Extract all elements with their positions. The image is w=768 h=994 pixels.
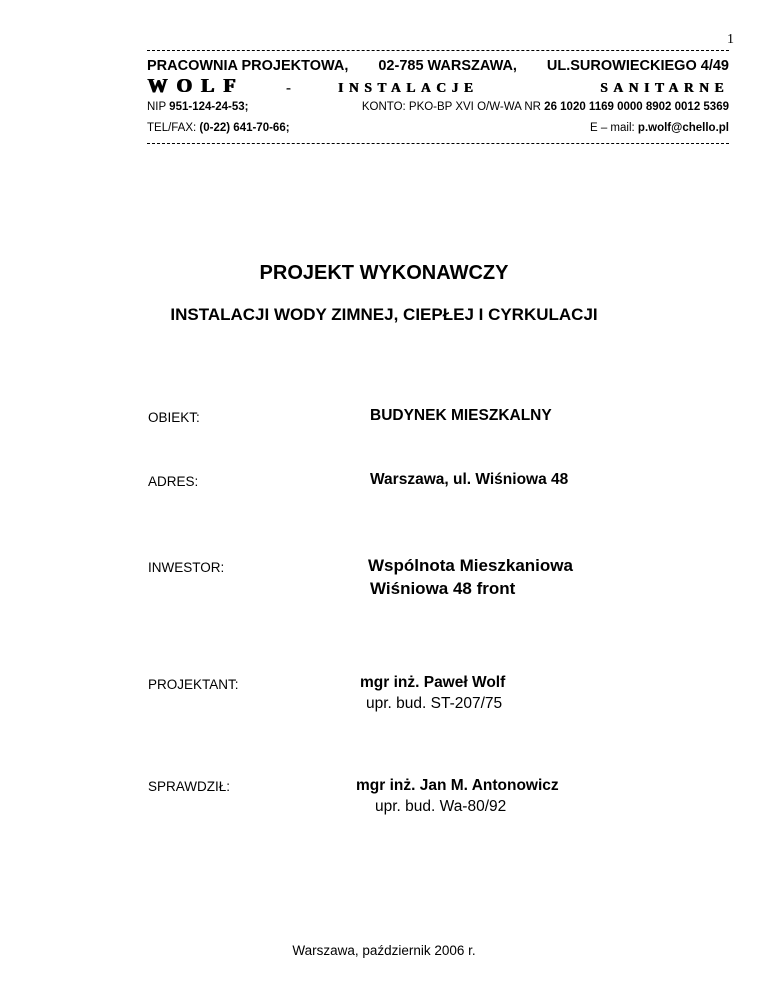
office-name: PRACOWNIA PROJEKTOWA, xyxy=(147,58,349,74)
letterhead-address-line xyxy=(147,58,729,74)
nip-label: NIP xyxy=(147,101,166,113)
letterhead-contact-line xyxy=(147,122,729,134)
header-top-divider xyxy=(147,50,729,51)
nip-value: 951-124-24-53; xyxy=(169,101,249,113)
tel-info xyxy=(147,122,290,134)
office-city: 02-785 WARSZAWA, xyxy=(378,58,517,74)
office-street: UL.SUROWIECKIEGO 4/49 xyxy=(546,58,729,74)
object-value: BUDYNEK MIESZKALNY xyxy=(370,407,552,424)
checker-name: mgr inż. Jan M. Antonowicz xyxy=(356,777,559,794)
email-value: p.wolf@chello.pl xyxy=(637,122,729,134)
designer-label: PROJEKTANT: xyxy=(148,677,239,692)
account-info xyxy=(362,101,729,113)
investor-name: Wspólnota Mieszkaniowa xyxy=(368,556,573,575)
checker-label: SPRAWDZIŁ: xyxy=(148,779,231,794)
designer-license: upr. bud. ST-207/75 xyxy=(366,695,503,712)
brand-sanitarne: SANITARNE xyxy=(600,80,729,95)
email-label: E – mail: xyxy=(589,122,635,134)
tel-label: TEL/FAX: xyxy=(147,122,197,134)
header-bottom-divider xyxy=(147,143,729,144)
checker-license: upr. bud. Wa-80/92 xyxy=(375,798,507,815)
address-label: ADRES: xyxy=(148,474,199,489)
brand-wolf: WOLF xyxy=(147,75,245,97)
object-label: OBIEKT: xyxy=(148,410,200,425)
investor-label: INWESTOR: xyxy=(148,560,225,575)
brand-instalacje: INSTALACJE xyxy=(337,80,479,95)
email-info xyxy=(590,122,729,134)
document-title: PROJEKT WYKONAWCZY xyxy=(259,262,509,284)
nip-info xyxy=(147,101,248,113)
address-value: Warszawa, ul. Wiśniowa 48 xyxy=(370,471,569,488)
account-label: KONTO: PKO-BP XVI O/W-WA NR xyxy=(361,101,541,113)
letterhead-registration-line xyxy=(147,101,729,113)
designer-name: mgr inż. Paweł Wolf xyxy=(360,674,506,691)
page-number: 1 xyxy=(727,32,734,47)
brand-dash: - xyxy=(285,80,297,95)
document-subtitle: INSTALACJI WODY ZIMNEJ, CIEPŁEJ I CYRKULACJI xyxy=(170,305,598,324)
place-and-date: Warszawa, październik 2006 r. xyxy=(292,943,476,958)
investor-name-line2: Wiśniowa 48 front xyxy=(370,579,516,598)
account-value: 26 1020 1169 0000 8902 0012 5369 xyxy=(544,101,729,113)
tel-value: (0-22) 641-70-66; xyxy=(199,122,290,134)
company-logo xyxy=(147,76,729,98)
